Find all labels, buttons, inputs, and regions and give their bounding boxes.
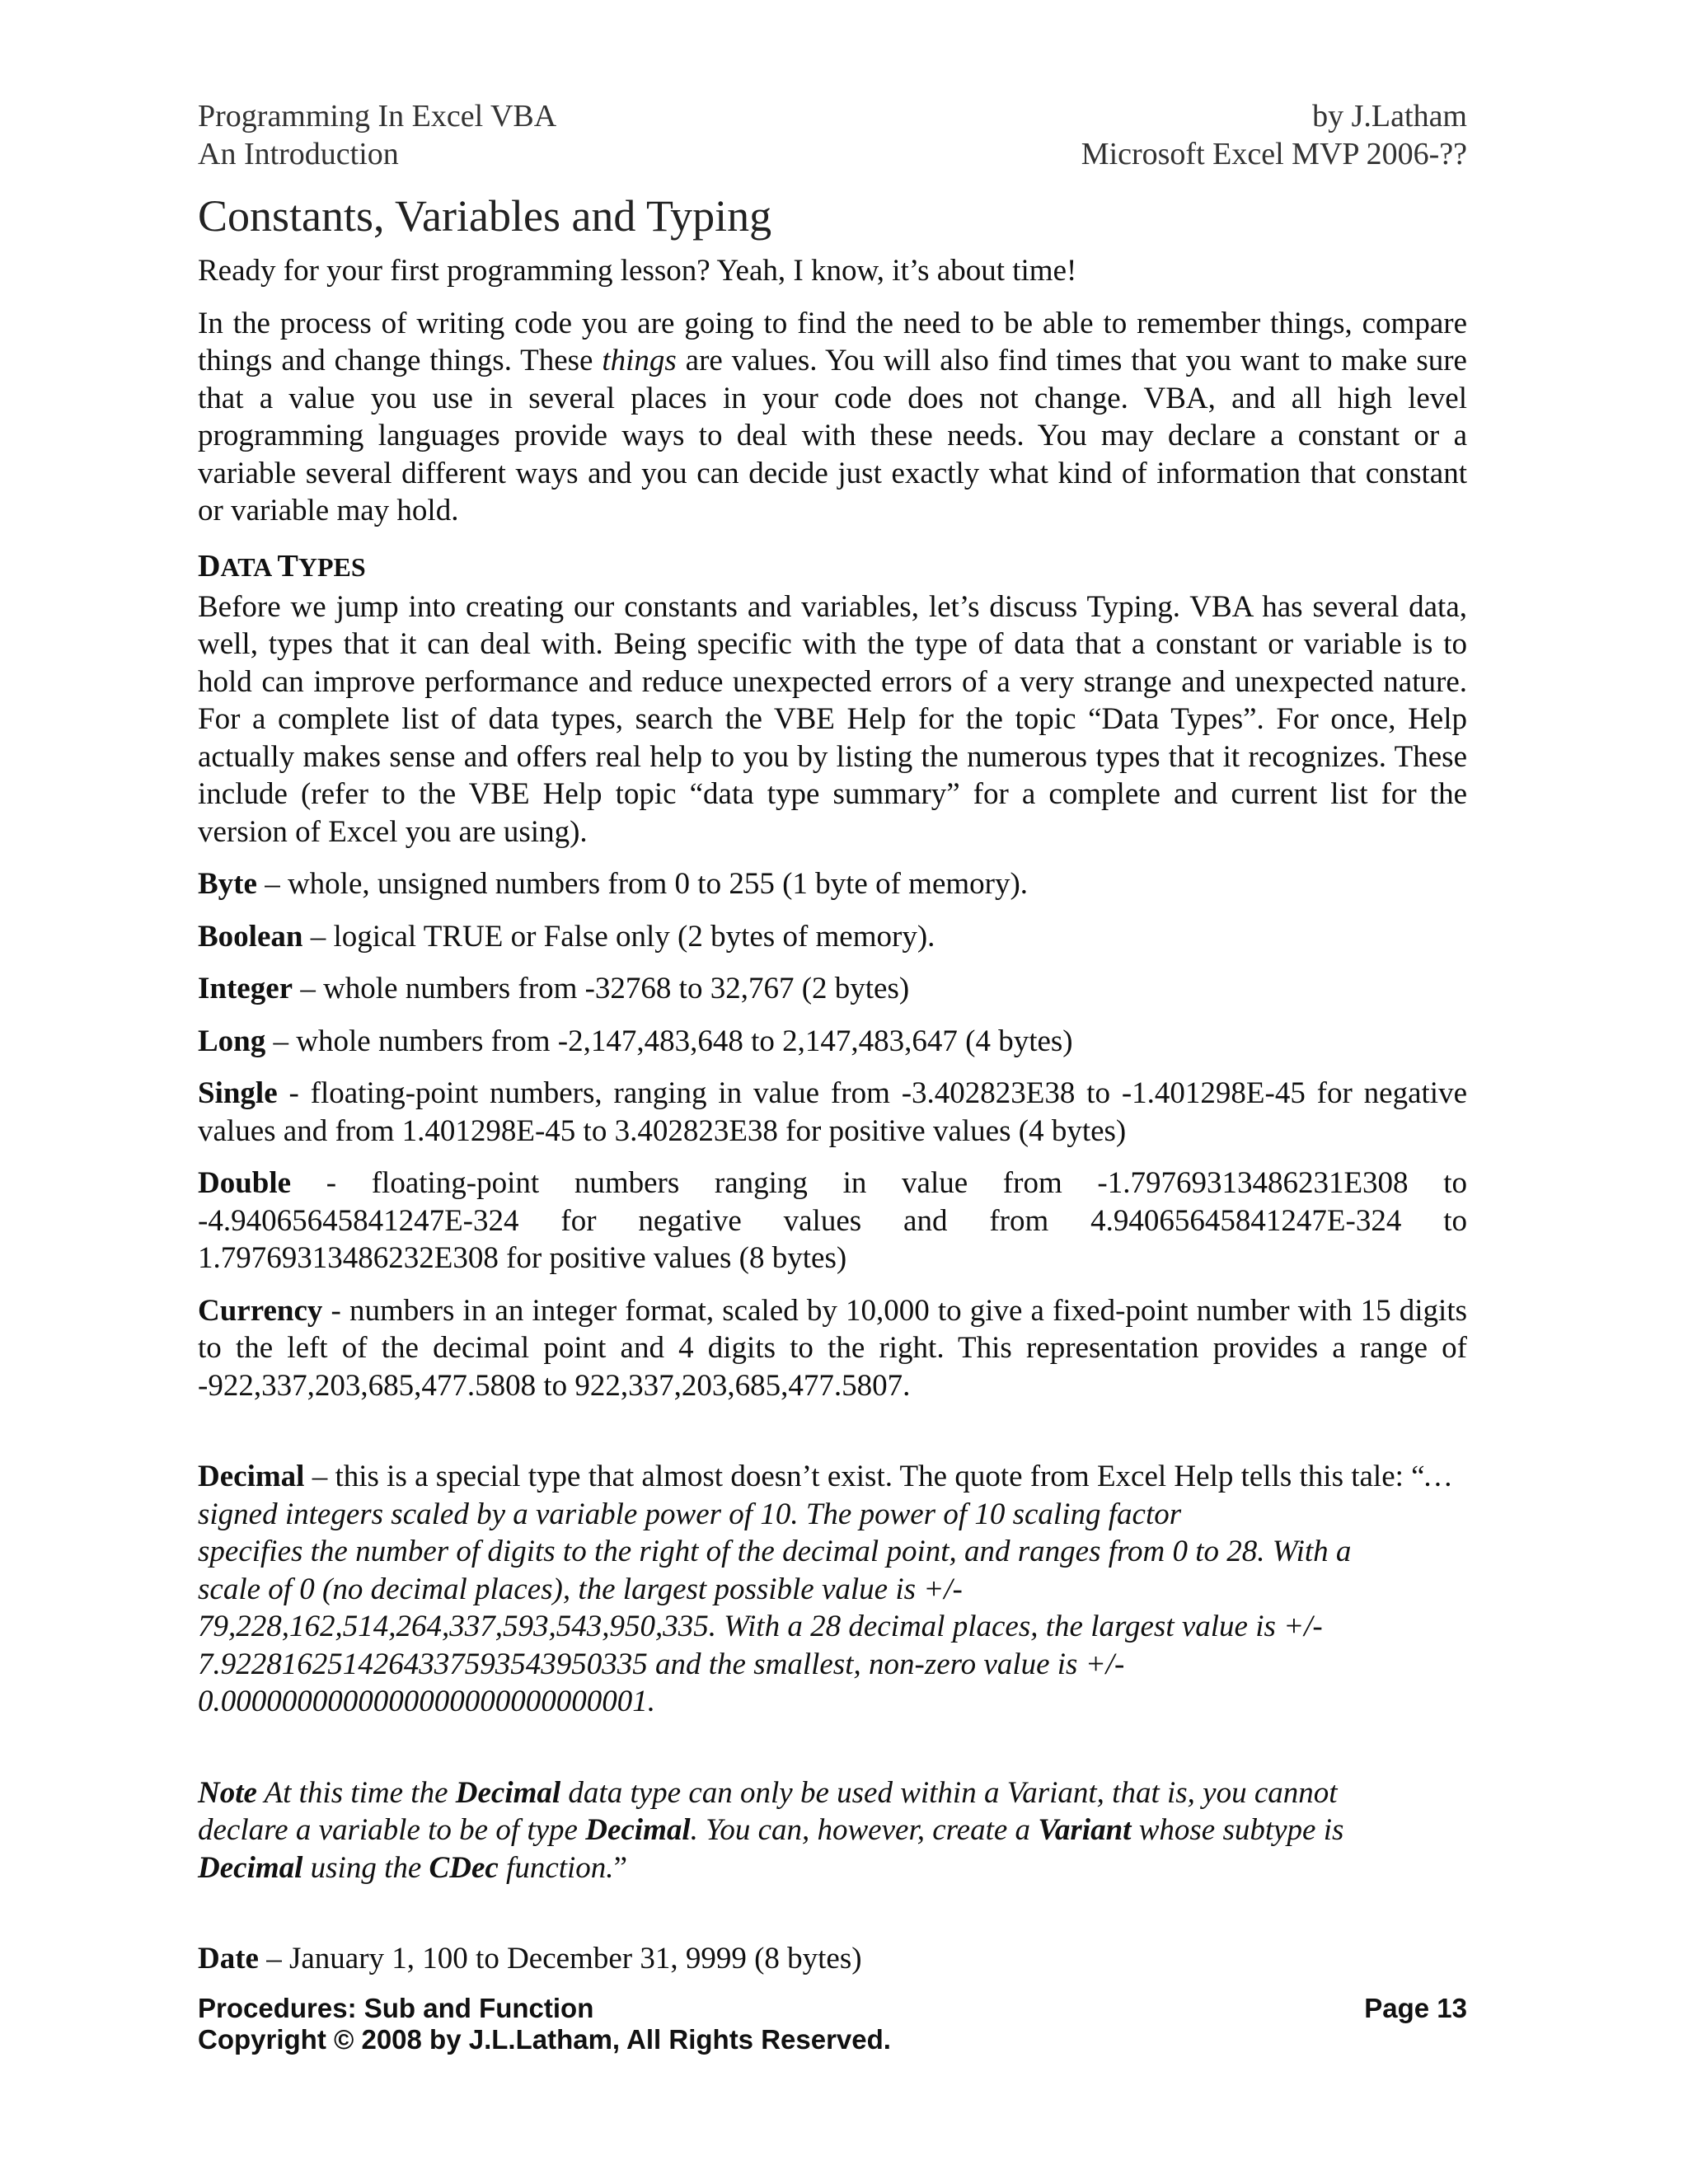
type-description: - numbers in an integer format, scaled by 10,000 to give a fixed-point number with 15 digits to the left of the decimal point and 4 digits to the right. This representation provides a range of -922,337,203,685,477.5808 to 922,337,203,685,477.5807. xyxy=(198,1293,1467,1403)
note-text: . You can, however, create a xyxy=(690,1813,1039,1847)
header-right xyxy=(1081,97,1467,173)
paragraph-values-text-a: In the process of writing code you are going to find the need to be able to remember things, compare things and change things. These xyxy=(198,306,1467,377)
decimal-quote-line-1: …signed integers scaled by a variable power of 10. The power of 10 scaling factor xyxy=(198,1460,1452,1531)
type-name: Double xyxy=(198,1166,292,1200)
header-book-subtitle: An Introduction xyxy=(198,137,399,171)
note-label: Note xyxy=(198,1775,257,1810)
type-description: – whole numbers from -2,147,483,648 to 2,147,483,647 (4 bytes) xyxy=(265,1024,1073,1058)
note-paragraph xyxy=(198,1774,1467,1887)
paragraph-values-text-b: are values. You will also find times that you want to make sure that a value you use in several places in your code does not change. VBA, and all high level programming languages provide ways to deal with these needs. You may declare a constant or a variable several different ways and you can decide just exactly what kind of information that constant or variable may hold. xyxy=(198,344,1467,527)
note-text: using the xyxy=(302,1850,429,1885)
footer-chapter: Procedures: Sub and Function xyxy=(198,1993,594,2023)
type-name: Currency xyxy=(198,1293,323,1328)
header-book-title: Programming In Excel VBA xyxy=(198,99,557,134)
type-entry-long xyxy=(198,1023,1467,1061)
type-entry-integer xyxy=(198,970,1467,1008)
type-description: – January 1, 100 to December 31, 9999 (8 bytes) xyxy=(258,1942,862,1975)
type-name: Byte xyxy=(198,867,257,901)
type-entry-double xyxy=(198,1165,1467,1277)
note-bold-term: CDec xyxy=(429,1850,499,1885)
note-text: At this time the xyxy=(256,1775,456,1810)
type-description: – whole numbers from -32768 to 32,767 (2 bytes) xyxy=(293,972,910,1005)
type-entry-currency xyxy=(198,1292,1467,1405)
heading-initial-d: D xyxy=(198,548,221,583)
decimal-quote-line-6: 0.0000000000000000000000000001. xyxy=(198,1685,655,1718)
page-title: Constants, Variables and Typing xyxy=(198,191,772,241)
heading-initial-t: T xyxy=(277,548,298,583)
type-entry-single xyxy=(198,1075,1467,1150)
note-text: data type can only be used within a Variant, that is, you cannot xyxy=(560,1775,1338,1810)
page-header xyxy=(198,97,1467,173)
section-heading-data-types xyxy=(198,548,1467,585)
footer-copyright: Copyright © 2008 by J.L.Latham, All Rights Reserved. xyxy=(198,2024,891,2055)
header-left xyxy=(198,97,556,173)
document-page xyxy=(198,97,1467,1978)
decimal-quote-line-3: scale of 0 (no decimal places), the largest possible value is +/- xyxy=(198,1572,963,1606)
intro-paragraph: Ready for your first programming lesson? Yeah, I know, it’s about time! xyxy=(198,254,1077,288)
decimal-quote-line-2: specifies the number of digits to the right of the decimal point, and ranges from 0 to 28. With a xyxy=(198,1535,1352,1568)
footer-page-number: Page 13 xyxy=(1364,1993,1467,2023)
type-name: Date xyxy=(198,1942,259,1975)
heading-rest-ypes: YPES xyxy=(298,551,366,582)
type-name: Long xyxy=(198,1024,266,1058)
closing-quote: ” xyxy=(613,1850,627,1885)
note-bold-term: Variant xyxy=(1038,1813,1132,1847)
type-name: Decimal xyxy=(198,1460,305,1493)
page-footer xyxy=(198,1993,1467,2055)
note-text: function. xyxy=(498,1850,614,1885)
type-name: Boolean xyxy=(198,919,303,954)
paragraph-values-emphasis: things xyxy=(602,344,677,377)
type-name: Single xyxy=(198,1076,278,1110)
type-description: – logical TRUE or False only (2 bytes of memory). xyxy=(302,919,935,954)
note-bold-term: Decimal xyxy=(585,1813,691,1847)
decimal-quote-line-4: 79,228,162,514,264,337,593,543,950,335. With a 28 decimal places, the largest value is +/- xyxy=(198,1610,1323,1643)
note-text: declare a variable to be of type xyxy=(198,1813,586,1847)
paragraph-values xyxy=(198,305,1467,530)
type-name: Integer xyxy=(198,972,293,1005)
note-bold-term: Decimal xyxy=(455,1775,561,1810)
note-text: whose subtype is xyxy=(1131,1813,1344,1847)
heading-rest-ata: ATA xyxy=(220,551,278,582)
type-entry-decimal xyxy=(198,1458,1467,1721)
decimal-quote-line-5: 7.9228162514264337593543950335 and the smallest, non-zero value is +/- xyxy=(198,1647,1125,1681)
footer-row-1 xyxy=(198,1993,1467,2024)
type-description: - floating-point numbers, ranging in value from -3.402823E38 to -1.401298E-45 for negative values and from 1.401298E-45 to 3.402823E38 for positive values (4 bytes) xyxy=(198,1076,1467,1148)
header-author: by J.Latham xyxy=(1312,99,1467,134)
paragraph-typing: Before we jump into creating our constants and variables, let’s discuss Typing. VBA has several data, well, types that it can deal with. Being specific with the type of data that a constant or variable is to hold can improve performance and reduce unexpected errors of a very strange and unexpected nature. For a complete list of data types, search the VBE Help for the topic “Data Types”. For once, Help actually makes sense and offers real help to you by listing the numerous types that it recognizes. These include (refer to the VBE Help topic “data type summary” for a complete and current list for the version of Excel you are using). xyxy=(198,589,1467,849)
type-entry-byte xyxy=(198,865,1467,903)
type-entry-boolean xyxy=(198,918,1467,956)
type-entry-date xyxy=(198,1940,1467,1978)
header-author-credential: Microsoft Excel MVP 2006-?? xyxy=(1081,137,1467,171)
type-description: – whole, unsigned numbers from 0 to 255 (1 byte of memory). xyxy=(256,867,1029,901)
type-description: - floating-point numbers ranging in value from -1.79769313486231E308 to -4.94065645841247E-324 for negative values and from 4.94065645841247E-324 to 1.79769313486232E308 for positive values (8 bytes) xyxy=(198,1166,1467,1275)
note-bold-term: Decimal xyxy=(198,1850,303,1885)
decimal-lead-text: – this is a special type that almost doesn’t exist. The quote from Excel Help tells this tale: “ xyxy=(304,1460,1425,1493)
